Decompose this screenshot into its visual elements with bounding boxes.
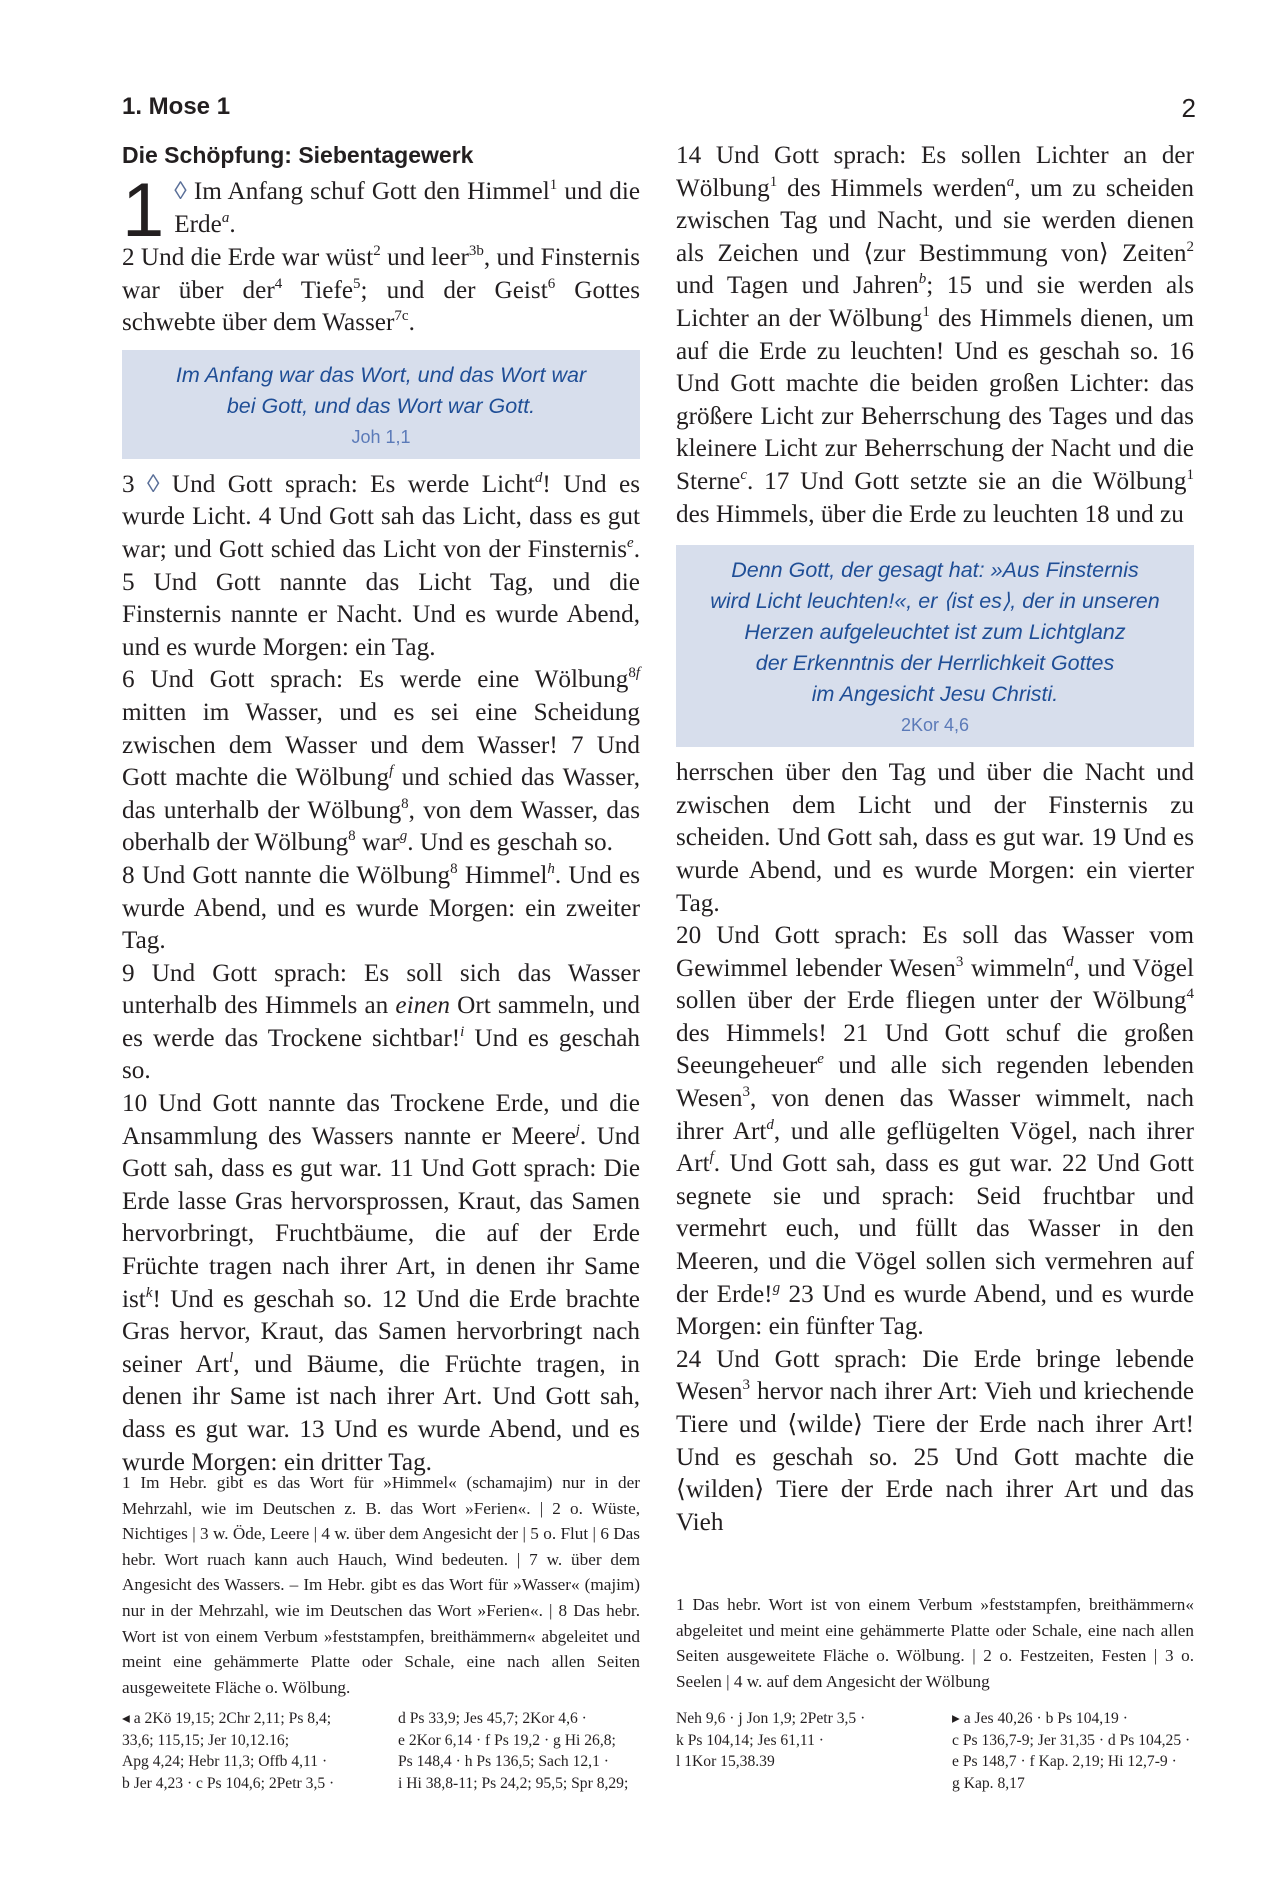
section-title: Die Schöpfung: Siebentagewerk	[122, 142, 474, 168]
verse-8: 8 Und Gott nannte die Wölbung$^8$ Himmel$^h$. Und es wurde Abend, und es wurde Morgen: ein zweiter Tag.	[122, 860, 641, 955]
cross-references-col3: Neh 9,6 · j Jon 1,9; 2Petr 3,5 · k Ps 104,14; Jes 61,11 · l 1Kor 15,38.39	[676, 1710, 866, 1771]
verse-6: 6 Und Gott sprach: Es werde eine Wölbung$^{8f}$ mitten im Wasser, und es sei eine Scheidung zwischen dem Wasser und dem Wasser! 7 Und Gott machte die Wölbung$^f$ und schied das Wasser, das unterhalb der Wölbung$^8$, von dem Wasser, das oberhalb der Wölbung$^8$ war$^g$. Und es geschah so.	[122, 665, 640, 857]
verse-3: 3 ◊ Und Gott sprach: Es werde Licht$^d$! Und es wurde Licht. 4 Und Gott sah das Licht, dass es gut war; und Gott schied das Licht von der Finsternis$^e$. 5 Und Gott nannte das Licht Tag, und die Finsternis nannte er Nacht. Und es wurde Abend, und es wurde Morgen: ein Tag.	[122, 469, 640, 661]
quote-box-john: Im Anfang war das Wort, und das Wort war bei Gott, und das Wort war Gott. Joh 1,1	[122, 350, 640, 459]
footnotes-left: 1 Im Hebr. gibt es das Wort für »Himmel« (schamajim) nur in der Mehrzahl, wie im Deutschen z. B. das Wort »Ferien«. | 2 o. Wüste, Nichtiges | 3 w. Öde, Leere | 4 w. über dem Angesicht der | 5 o. Flut | 6 Das hebr. Wort ruach kann auch Hauch, Wind bedeuten. | 7 w. über dem Angesicht des Wassers. – Im Hebr. gibt es das Wort für »Wasser« (majim) nur in der Mehrzahl, wie im Deutschen das Wort »Ferien«. | 8 Das hebr. Wort ist von einem Verbum »feststampfen, breithämmern« abgeleitet und meint eine gehämmerte Platte oder Schale, eine nach allen Seiten ausgeweitete Fläche o. Wölbung.	[122, 1473, 640, 1697]
right-column	[676, 140, 1194, 1539]
verse-14: 14 Und Gott sprach: Es sollen Lichter an der Wölbung$^1$ des Himmels werden$^a$, um zu scheiden zwischen Tag und Nacht, und sie werden dienen als Zeichen und ⟨zur Bestimmung von⟩ Zeiten$^2$ und Tagen und Jahren$^b$; 15 und sie werden als Lichter an der Wölbung$^1$ des Himmels dienen, um auf die Erde zu leuchten! Und es geschah so. 16 Und Gott machte die beiden großen Lichter: das größere Licht zur Beherrschung des Tages und das kleinere Licht zur Beherrschung der Nacht und die Sterne$^c$. 17 Und Gott setzte sie an die Wölbung$^1$ des Himmels, über die Erde zu leuchten 18 und zu	[676, 142, 1195, 528]
verse-9: 9 Und Gott sprach: Es soll sich das Wasser unterhalb des Himmels an einen Ort sammeln, und es werde das Trockene sichtbar!$^i$ Und es geschah so.	[122, 959, 641, 1085]
chapter-number: 1	[122, 168, 165, 253]
footnotes-right: 1 Das hebr. Wort ist von einem Verbum »feststampfen, breithämmern« abgeleitet und meint eine gehämmerte Platte oder Schale, eine nach allen Seiten ausgeweitete Fläche o. Wölbung. | 2 o. Festzeiten, Festen | 3 o. Seelen | 4 w. auf dem Angesicht der Wölbung	[676, 1595, 1194, 1691]
verse-2: 2 Und die Erde war wüst$^2$ und leer$^{3b}$, und Finsternis war über der$^4$ Tiefe$^5$; und der Geist$^6$ Gottes schwebte über dem Wasser$^{7c}$.	[122, 243, 641, 337]
verse-20: 20 Und Gott sprach: Es soll das Wasser vom Gewimmel lebender Wesen$^3$ wimmeln$^d$, und Vögel sollen über der Erde fliegen unter der Wölbung$^4$ des Himmels! 21 Und Gott schuf die großen Seeungeheuer$^e$ und alle sich regenden lebenden Wesen$^3$, von denen das Wasser wimmelt, nach ihrer Art$^d$, und alle geflügelten Vögel, nach ihrer Art$^f$. Und Gott sah, dass es gut war. 22 Und Gott segnete sie und sprach: Seid fruchtbar und vermehrt euch, und füllt das Wasser in den Meeren, und die Vögel sollen sich vermehren auf der Erde!$^g$ 23 Und es wurde Abend, und es wurde Morgen: ein fünfter Tag.	[676, 922, 1195, 1341]
verse-1: 1 ◊ Im Anfang schuf Gott den Himmel$^1$ und die Erde$^a$.	[122, 168, 640, 253]
diamond-icon: ◊	[174, 178, 187, 205]
cross-references-col1: ◂ a 2Kö 19,15; 2Chr 2,11; Ps 8,4; 33,6; 115,15; Jer 10,12.16; Apg 4,24; Hebr 11,3; Offb 4,11 · b Jer 4,23 · c Ps 104,6; 2Petr 3,5 ·	[122, 1710, 335, 1792]
cross-references-col4: ▸ a Jes 40,26 · b Ps 104,19 · c Ps 136,7-9; Jer 31,35 · d Ps 104,25 · e Ps 148,7 · f Kap. 2,19; Hi 12,7-9 · g Kap. 8,17	[952, 1710, 1191, 1792]
page-number: 2	[1181, 93, 1196, 123]
quote-reference: Joh 1,1	[351, 426, 411, 447]
diamond-icon: ◊	[147, 470, 160, 498]
verse-18: herrschen über den Tag und über die Nacht und zwischen dem Licht und der Finsternis zu scheiden. Und Gott sah, dass es gut war. 19 Und es wurde Abend, und es wurde Morgen: ein vierter Tag.	[676, 759, 1194, 917]
left-column	[122, 140, 640, 1479]
quote-box-2kor: Denn Gott, der gesagt hat: »Aus Finsternis wird Licht leuchten!«, er ⟨ist es⟩, der in unseren Herzen aufgeleuchtet ist zum Lichtglanz der Erkenntnis der Herrlichkeit Gottes im Angesicht Jesu Christi. 2Kor 4,6	[676, 545, 1194, 747]
verse-10: 10 Und Gott nannte das Trockene Erde, und die Ansammlung des Wassers nannte er Meere$^j$. Und Gott sah, dass es gut war. 11 Und Gott sprach: Die Erde lasse Gras hervorsprossen, Kraut, das Samen hervorbringt, Fruchtbäume, die auf der Erde Früchte tragen nach ihrer Art, in denen ihr Same ist$^k$! Und es geschah so. 12 Und die Erde brachte Gras hervor, Kraut, das Samen hervorbringt nach seiner Art$^l$, und Bäume, die Früchte tragen, in denen ihr Same ist nach ihrer Art. Und Gott sah, dass es gut war. 13 Und es wurde Abend, und es wurde Morgen: ein dritter Tag.	[122, 1090, 640, 1476]
quote-reference: 2Kor 4,6	[900, 715, 970, 736]
running-header-book: 1. Mose 1	[122, 93, 231, 120]
verse-24: 24 Und Gott sprach: Die Erde bringe lebende Wesen$^3$ hervor nach ihrer Art: Vieh und kriechende Tiere und ⟨wilde⟩ Tiere der Erde nach ihrer Art! Und es geschah so. 25 Und Gott machte die ⟨wilden⟩ Tiere der Erde nach ihrer Art und das Vieh	[676, 1345, 1195, 1536]
cross-references-col2: d Ps 33,9; Jes 45,7; 2Kor 4,6 · e 2Kor 6,14 · f Ps 19,2 · g Hi 26,8; Ps 148,4 · h Ps 136,5; Sach 12,1 · i Hi 38,8-11; Ps 24,2; 95,5; Spr 8,29;	[398, 1710, 629, 1792]
